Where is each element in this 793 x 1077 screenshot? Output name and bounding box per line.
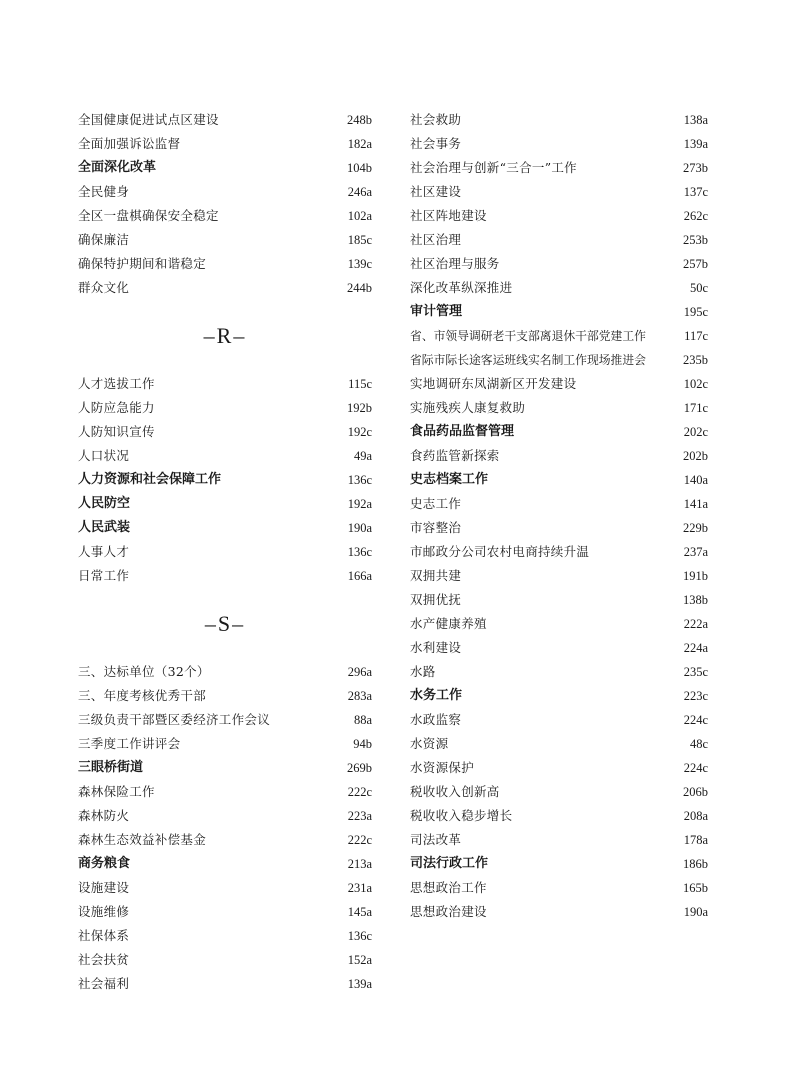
index-entry [410, 156, 708, 180]
entry-page-number: 139a [347, 977, 372, 991]
entry-term: 市邮政分公司农村电商持续升温 [410, 544, 590, 559]
entry-page-number: 257b [683, 257, 708, 271]
entry-term: 食药监管新探索 [410, 448, 500, 463]
entry-page-number: 185c [347, 233, 372, 247]
entry-page-number: 273b [683, 161, 708, 175]
entry-page-number: 253b [683, 233, 708, 247]
entry-page-number: 138b [683, 593, 708, 607]
index-entry [410, 780, 708, 804]
entry-page-number: 248b [347, 113, 372, 127]
entry-term: 人口状况 [78, 448, 130, 463]
index-entry [410, 276, 708, 300]
entry-page-number: 137c [683, 185, 708, 199]
index-entry [78, 444, 372, 468]
entry-page-number: 213a [347, 857, 372, 871]
index-heading-entry [410, 468, 708, 492]
index-heading-entry [410, 300, 708, 324]
entry-page-number: 229b [683, 521, 708, 535]
entry-term: 社会救助 [410, 112, 462, 127]
index-entry [78, 924, 372, 948]
index-entry [410, 516, 708, 540]
index-entry [78, 180, 372, 204]
index-entry [78, 660, 372, 684]
entry-term: 全民健身 [78, 184, 130, 199]
index-heading-entry [78, 756, 372, 780]
index-entry [410, 876, 708, 900]
entry-term: 三、达标单位（32个） [78, 664, 210, 679]
index-heading-entry [78, 468, 372, 492]
index-entry [78, 972, 372, 996]
index-entry [78, 708, 372, 732]
entry-term: 史志档案工作 [410, 472, 489, 487]
entry-page-number: 237a [683, 545, 708, 559]
entry-page-number: 202b [683, 449, 708, 463]
entry-page-number: 244b [347, 281, 372, 295]
index-group-s-continued [410, 108, 708, 924]
entry-term: 人民防空 [78, 496, 131, 511]
entry-page-number: 222c [347, 785, 372, 799]
entry-page-number: 102c [683, 377, 708, 391]
index-entry [410, 708, 708, 732]
index-entry [78, 252, 372, 276]
section-heading-r: –R– [203, 323, 247, 348]
entry-page-number: 246a [347, 185, 372, 199]
entry-term: 水资源 [410, 736, 449, 751]
index-heading-entry [78, 852, 372, 876]
entry-term: 社会福利 [78, 976, 130, 991]
entry-page-number: 117c [684, 329, 708, 343]
entry-term: 社区治理与服务 [410, 256, 500, 271]
entry-term: 史志工作 [410, 496, 462, 511]
entry-term: 三、年度考核优秀干部 [78, 688, 207, 703]
index-entry [410, 132, 708, 156]
entry-page-number: 283a [347, 689, 372, 703]
index-entry [78, 372, 372, 396]
entry-term: 省际市际长途客运班线实名制工作现场推进会 [410, 353, 646, 367]
index-heading-entry [78, 156, 372, 180]
index-entry [78, 780, 372, 804]
entry-term: 森林防火 [78, 808, 130, 823]
entry-page-number: 165b [683, 881, 708, 895]
index-entry [410, 900, 708, 924]
entry-term: 社区建设 [410, 184, 462, 199]
entry-page-number: 182a [347, 137, 372, 151]
entry-page-number: 190a [347, 521, 372, 535]
entry-term: 人防应急能力 [78, 400, 155, 415]
entry-term: 社区阵地建设 [410, 208, 487, 223]
index-entry [410, 396, 708, 420]
entry-page-number: 104b [347, 161, 372, 175]
entry-term: 森林保险工作 [78, 784, 155, 799]
index-heading-entry [410, 420, 708, 444]
index-entry [78, 276, 372, 300]
index-entry [410, 756, 708, 780]
entry-term: 水资源保护 [410, 760, 475, 775]
entry-page-number: 224c [683, 713, 708, 727]
index-group-r [78, 372, 372, 588]
entry-page-number: 192c [347, 425, 372, 439]
index-entry [410, 828, 708, 852]
entry-page-number: 223a [347, 809, 372, 823]
entry-term: 人力资源和社会保障工作 [78, 472, 222, 487]
entry-term: 双拥共建 [410, 568, 462, 583]
entry-term: 人事人才 [78, 544, 130, 559]
entry-page-number: 178a [683, 833, 708, 847]
entry-page-number: 136c [347, 473, 372, 487]
entry-term: 社会治理与创新“三合一”工作 [410, 160, 577, 175]
entry-term: 审计管理 [410, 304, 463, 319]
entry-page-number: 191b [683, 569, 708, 583]
entry-page-number: 136c [347, 929, 372, 943]
index-entry [78, 420, 372, 444]
entry-term: 社保体系 [78, 928, 130, 943]
entry-page-number: 152a [347, 953, 372, 967]
entry-term: 全面深化改革 [78, 160, 157, 175]
index-heading-entry [410, 852, 708, 876]
index-entry [410, 228, 708, 252]
entry-page-number: 223c [683, 689, 708, 703]
entry-page-number: 139c [347, 257, 372, 271]
index-entry [78, 732, 372, 756]
entry-term: 税收收入稳步增长 [410, 808, 513, 823]
index-entry [410, 804, 708, 828]
index-entry [78, 828, 372, 852]
index-entry [410, 372, 708, 396]
entry-page-number: 235c [683, 665, 708, 679]
index-entry [78, 876, 372, 900]
entry-term: 深化改革纵深推进 [410, 280, 513, 295]
entry-term: 确保特护期间和谐稳定 [78, 256, 207, 271]
index-entry [410, 444, 708, 468]
entry-term: 双拥优抚 [410, 592, 462, 607]
entry-page-number: 202c [683, 425, 708, 439]
entry-term: 确保廉洁 [78, 232, 130, 247]
entry-term: 实施残疾人康复救助 [410, 400, 526, 415]
entry-term: 实地调研东凤湖新区开发建设 [410, 376, 577, 391]
entry-term: 商务粮食 [78, 856, 131, 871]
entry-page-number: 115c [348, 377, 372, 391]
index-entry [410, 492, 708, 516]
entry-page-number: 145a [347, 905, 372, 919]
entry-page-number: 231a [347, 881, 372, 895]
index-entry [78, 396, 372, 420]
entry-page-number: 235b [683, 353, 708, 367]
index-entry [410, 564, 708, 588]
index-entry [78, 684, 372, 708]
index-group-q [78, 108, 372, 300]
entry-page-number: 186b [683, 857, 708, 871]
index-entry [410, 252, 708, 276]
index-entry [78, 204, 372, 228]
entry-term: 司法行政工作 [410, 856, 489, 871]
index-entry [410, 324, 708, 348]
entry-page-number: 102a [347, 209, 372, 223]
entry-page-number: 171c [683, 401, 708, 415]
index-heading-entry [78, 492, 372, 516]
entry-page-number: 222c [347, 833, 372, 847]
left-column [78, 108, 372, 996]
index-entry [410, 732, 708, 756]
entry-page-number: 50c [689, 281, 708, 295]
entry-term: 全国健康促进试点区建设 [78, 112, 219, 127]
index-entry [410, 636, 708, 660]
entry-page-number: 139a [683, 137, 708, 151]
entry-page-number: 48c [689, 737, 708, 751]
entry-page-number: 94b [353, 737, 372, 751]
entry-term: 全面加强诉讼监督 [78, 136, 181, 151]
entry-page-number: 262c [683, 209, 708, 223]
entry-term: 水产健康养殖 [410, 616, 487, 631]
index-entry [410, 540, 708, 564]
entry-term: 水利建设 [410, 640, 462, 655]
entry-term: 水路 [410, 664, 436, 679]
index-entry [78, 900, 372, 924]
entry-term: 设施维修 [78, 904, 130, 919]
index-entry [78, 948, 372, 972]
entry-term: 日常工作 [78, 568, 130, 583]
index-entry [410, 588, 708, 612]
entry-term: 森林生态效益补偿基金 [78, 832, 207, 847]
entry-term: 司法改革 [410, 832, 462, 847]
entry-term: 人才选拔工作 [78, 376, 155, 391]
entry-term: 税收收入创新高 [410, 784, 500, 799]
entry-page-number: 222a [683, 617, 708, 631]
entry-term: 省、市领导调研老干支部离退休干部党建工作 [410, 329, 646, 343]
index-entry [78, 804, 372, 828]
index-entry [410, 348, 708, 372]
entry-term: 社会事务 [410, 136, 462, 151]
index-entry [78, 132, 372, 156]
index-entry [78, 228, 372, 252]
entry-term: 人防知识宣传 [78, 424, 155, 439]
index-group-s [78, 660, 372, 996]
entry-page-number: 224a [683, 641, 708, 655]
entry-page-number: 166a [347, 569, 372, 583]
entry-term: 市容整治 [410, 520, 462, 535]
entry-page-number: 140a [683, 473, 708, 487]
entry-term: 思想政治工作 [410, 880, 487, 895]
entry-term: 社区治理 [410, 232, 462, 247]
index-entry [78, 564, 372, 588]
index-entry [410, 180, 708, 204]
index-entry [410, 108, 708, 132]
index-entry [410, 660, 708, 684]
entry-term: 三眼桥街道 [78, 760, 144, 775]
entry-page-number: 208a [683, 809, 708, 823]
index-heading-entry [410, 684, 708, 708]
entry-term: 食品药品监督管理 [410, 424, 515, 439]
entry-page-number: 49a [353, 449, 372, 463]
index-entry [410, 612, 708, 636]
entry-term: 三级负责干部暨区委经济工作会议 [78, 712, 271, 727]
entry-page-number: 224c [683, 761, 708, 775]
section-heading-s: –S– [204, 611, 246, 636]
entry-page-number: 206b [683, 785, 708, 799]
entry-term: 全区一盘棋确保安全稳定 [78, 208, 219, 223]
entry-page-number: 296a [347, 665, 372, 679]
entry-page-number: 141a [683, 497, 708, 511]
entry-term: 水务工作 [410, 688, 463, 703]
entry-page-number: 88a [353, 713, 372, 727]
entry-term: 设施建设 [78, 880, 130, 895]
right-column [410, 108, 708, 924]
entry-page-number: 136c [347, 545, 372, 559]
entry-page-number: 269b [347, 761, 372, 775]
entry-term: 群众文化 [78, 280, 130, 295]
entry-term: 人民武装 [78, 520, 131, 535]
index-entry [78, 108, 372, 132]
entry-page-number: 195c [683, 305, 708, 319]
entry-term: 思想政治建设 [410, 904, 487, 919]
entry-page-number: 190a [683, 905, 708, 919]
entry-page-number: 192a [347, 497, 372, 511]
entry-page-number: 192b [347, 401, 372, 415]
entry-term: 三季度工作讲评会 [78, 736, 181, 751]
index-heading-entry [78, 516, 372, 540]
entry-page-number: 138a [683, 113, 708, 127]
entry-term: 社会扶贫 [78, 952, 130, 967]
entry-term: 水政监察 [410, 712, 462, 727]
index-entry [78, 540, 372, 564]
index-entry [410, 204, 708, 228]
